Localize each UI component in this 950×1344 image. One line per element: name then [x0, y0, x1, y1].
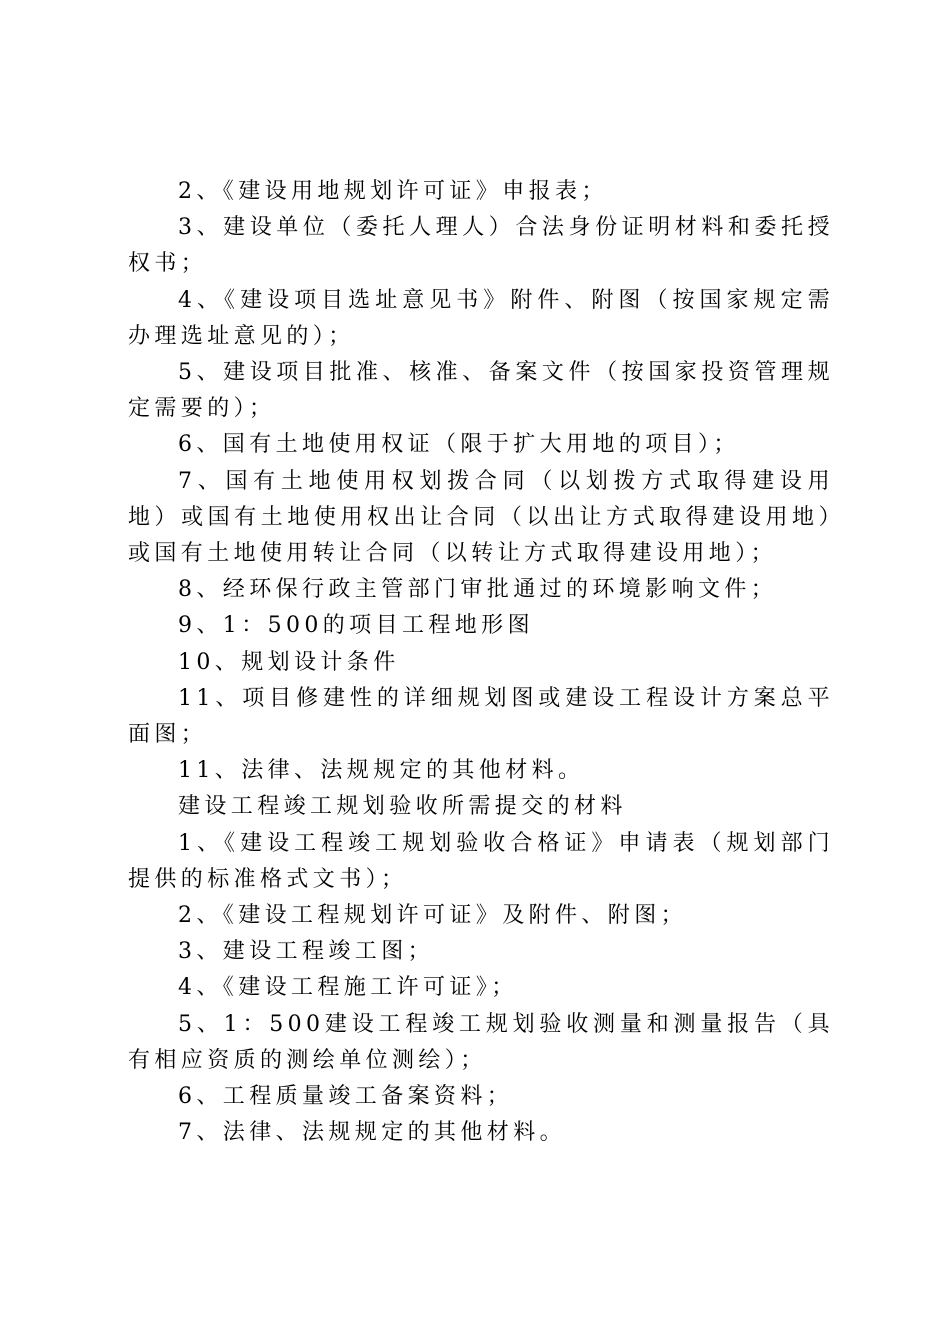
paragraph-item-7-land-contracts: 7、国有土地使用权划拨合同（以划拨方式取得建设用地）或国有土地使用权出让合同（以出让方式取得建设用地）或国有土地使用转让合同（以转让方式取得建设用地）； — [128, 468, 834, 567]
section-heading-completion-acceptance: 建设工程竣工规划验收所需提交的材料 — [178, 794, 627, 820]
paragraph-item-4-site-selection: 4、《建设项目选址意见书》附件、附图（按国家规定需办理选址意见的）； — [128, 287, 834, 349]
paragraph-item-7-other-materials: 7、法律、法规规定的其他材料。 — [178, 1120, 566, 1146]
document-body — [128, 174, 834, 1151]
paragraph-item-2-planning-permit-form: 2、《建设用地规划许可证》申报表； — [178, 179, 608, 204]
paragraph-item-2-engineering-permit: 2、《建设工程规划许可证》及附件、附图； — [178, 903, 687, 929]
paragraph-item-11-other-materials: 11、法律、法规规定的其他材料。 — [178, 758, 585, 784]
paragraph-item-3-identity-documents: 3、建设单位（委托人理人）合法身份证明材料和委托授权书； — [128, 215, 834, 277]
paragraph-item-4-construction-permit: 4、《建设工程施工许可证》； — [178, 975, 518, 1001]
paragraph-item-1-acceptance-application: 1、《建设工程竣工规划验收合格证》申请表（规划部门提供的标准格式文书）； — [128, 830, 834, 892]
paragraph-item-9-topographic-map: 9、1：500的项目工程地形图 — [178, 613, 534, 639]
paragraph-item-8-environmental-impact: 8、经环保行政主管部门审批通过的环境影响文件； — [178, 577, 778, 603]
paragraph-item-11-detailed-plan: 11、项目修建性的详细规划图或建设工程设计方案总平面图； — [128, 685, 834, 748]
paragraph-item-5-survey-report: 5、1：500建设工程竣工规划验收测量和测量报告（具有相应资质的测绘单位测绘）； — [128, 1011, 834, 1073]
paragraph-item-10-planning-conditions: 10、规划设计条件 — [178, 649, 400, 675]
paragraph-item-6-quality-records: 6、工程质量竣工备案资料； — [178, 1084, 514, 1110]
paragraph-item-6-land-use-certificate: 6、国有土地使用权证（限于扩大用地的项目）； — [178, 432, 740, 458]
paragraph-item-3-as-built-drawings: 3、建设工程竣工图； — [178, 939, 434, 965]
paragraph-item-5-approval-documents: 5、建设项目批准、核准、备案文件（按国家投资管理规定需要的）； — [128, 360, 834, 422]
